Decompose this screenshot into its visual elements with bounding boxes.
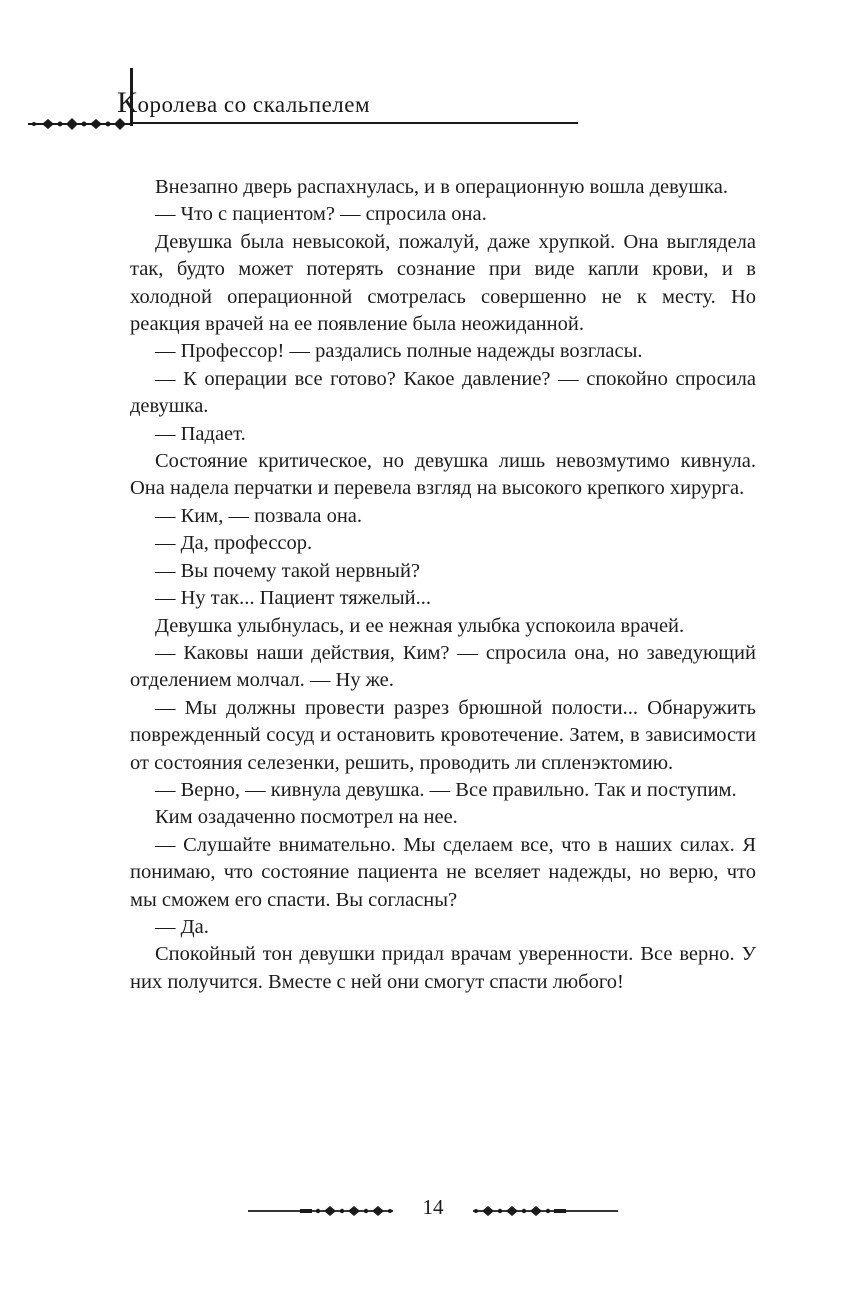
paragraph: — Падает. — [155, 422, 246, 445]
paragraph: — Мы должны провести разрез брюшной полости... Обнаружить поврежденный сосуд и остановить кровотечение. Затем, в зависимости от состояния селезенки, решить, проводить ли спленэктомию. — [130, 696, 756, 774]
paragraph: — Да, профессор. — [155, 532, 313, 555]
paragraph: Внезапно дверь распахнулась, и в операционную вошла девушка. — [155, 176, 728, 198]
paragraph: — Слушайте внимательно. Мы сделаем все, что в наших силах. Я понимаю, что состояние пациента не вселяет надежды, но верю, что мы сможем его спасти. Вы согласны? — [130, 833, 756, 911]
header-rule — [130, 122, 578, 124]
paragraph: — Да. — [155, 915, 209, 938]
paragraph: Состояние критическое, но девушка лишь невозмутимо кивнула. Она надела перчатки и перевела взгляд на высокого крепкого хирурга. — [130, 450, 756, 500]
header-title-rest: оролева со скальпелем — [137, 92, 371, 117]
paragraph: — Ну так... Пациент тяжелый... — [155, 587, 432, 610]
paragraph: Спокойный тон девушки придал врачам уверенности. Все верно. У них получится. Вместе с ней они смогут спасти любого! — [130, 943, 756, 993]
paragraph: — Ким, — позвала она. — [155, 504, 363, 527]
paragraph: — Каковы наши действия, Ким? — спросила она, но заведующий отделением молчал. — Ну же. — [130, 641, 756, 692]
header-title-initial: К — [117, 86, 138, 119]
paragraph: — К операции все готово? Какое давление? — спокойно спросила девушка. — [130, 367, 756, 418]
paragraph: — Вы почему такой нервный? — [155, 559, 421, 582]
paragraph: Ким озадаченно посмотрел на нее. — [155, 806, 458, 829]
paragraph: — Профессор! — раздались полные надежды возгласы. — [155, 340, 643, 363]
footer-ornament-right-icon — [468, 1204, 618, 1218]
header-ornament-icon — [28, 115, 132, 133]
chapter-text — [130, 174, 756, 996]
page-number: 14 — [422, 1195, 444, 1219]
running-header-title — [117, 86, 370, 120]
paragraph: — Что с пациентом? — спросила она. — [155, 203, 487, 226]
paragraph: Девушка улыбнулась, и ее нежная улыбка успокоила врачей. — [155, 614, 685, 637]
paragraph: Девушка была невысокой, пожалуй, даже хрупкой. Она выглядела так, будто может потерять сознание при виде капли крови, и в холодной операционной смотрелась совершенно не к месту. Но реакция врачей на ее появление была неожиданной. — [130, 230, 756, 336]
footer-ornament-left-icon — [248, 1204, 398, 1218]
paragraph: — Верно, — кивнула девушка. — Все правильно. Так и поступим. — [155, 778, 737, 801]
